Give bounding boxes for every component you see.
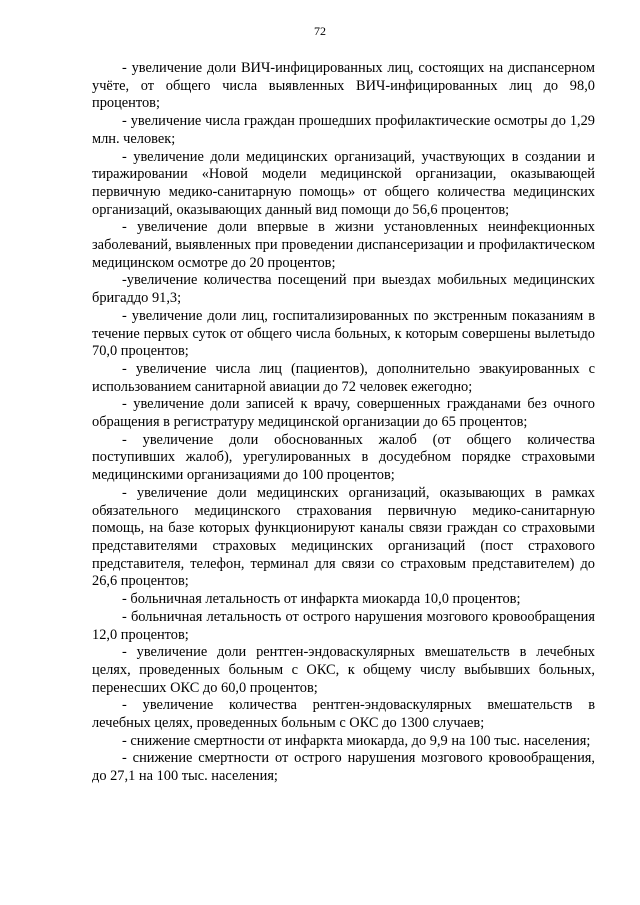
paragraph: - снижение смертности от инфаркта миокарда, до 9,9 на 100 тыс. населения; — [122, 732, 591, 749]
paragraph: -увеличение количества посещений при выездах мобильных медицинских бригаддо 91,3; — [92, 272, 595, 307]
paragraph: - увеличение доли лиц, госпитализированных по экстренным показаниям в течение первых суток от общего числа больных, к которым совершены вылетыдо 70,0 процентов; — [92, 307, 595, 360]
paragraph: - больничная летальность от инфаркта миокарда 10,0 процентов; — [122, 591, 521, 608]
page-number: 72 — [314, 24, 326, 38]
paragraph: - увеличение числа граждан прошедших профилактические осмотры до 1,29 млн. человек; — [92, 113, 595, 147]
paragraph: - увеличение доли обоснованных жалоб (от общего количества поступивших жалоб), урегулированных в досудебном порядке страховыми медицинскими организациями до 100 процентов; — [92, 431, 595, 484]
paragraph: - увеличение доли медицинских организаций, оказывающих в рамках обязательного медицинского страхования первичную медико-санитарную помощь, на базе которых функционируют каналы связи граждан со страховыми представителями страховых медицинских организаций (пост страхового представителя, телефон, терминал для связи со страховым представителем) до 26,6 процентов; — [92, 484, 595, 590]
paragraph: - увеличение числа лиц (пациентов), дополнительно эвакуированных с использованием санитарной авиации до 72 человек ежегодно; — [92, 360, 595, 395]
paragraph: - увеличение количества рентген-эндоваскулярных вмешательств в лечебных целях, проведенных больным с ОКС до 1300 случаев; — [92, 697, 595, 732]
paragraph: - увеличение доли ВИЧ-инфицированных лиц, состоящих на диспансерном учёте, от общего числа выявленных ВИЧ-инфицированных лиц до 98,0 процентов; — [92, 60, 595, 112]
paragraph: - больничная летальность от острого нарушения мозгового кровообращения 12,0 процентов; — [92, 608, 595, 643]
paragraph: - увеличение доли медицинских организаций, участвующих в создании и тиражировании «Новой модели медицинской организации, оказывающей первичную медико-санитарную помощь» от общего количества медицинских организаций, оказывающих данный вид помощи до 56,6 процентов; — [92, 148, 595, 218]
paragraph: - увеличение доли впервые в жизни установленных неинфекционных заболеваний, выявленных при проведении диспансеризации и профилактическом медицинском осмотре до 20 процентов; — [92, 219, 595, 271]
paragraph: - увеличение доли рентген-эндоваскулярных вмешательств в лечебных целях, проведенных больным с ОКС, к общему числу выбывших больных, перенесших ОКС до 60,0 процентов; — [92, 644, 595, 696]
paragraph: - увеличение доли записей к врачу, совершенных гражданами без очного обращения в регистратуру медицинской организации до 65 процентов; — [92, 396, 595, 431]
document-body — [92, 60, 595, 786]
paragraph: - снижение смертности от острого нарушения мозгового кровообращения, до 27,1 на 100 тыс. населения; — [92, 750, 595, 785]
